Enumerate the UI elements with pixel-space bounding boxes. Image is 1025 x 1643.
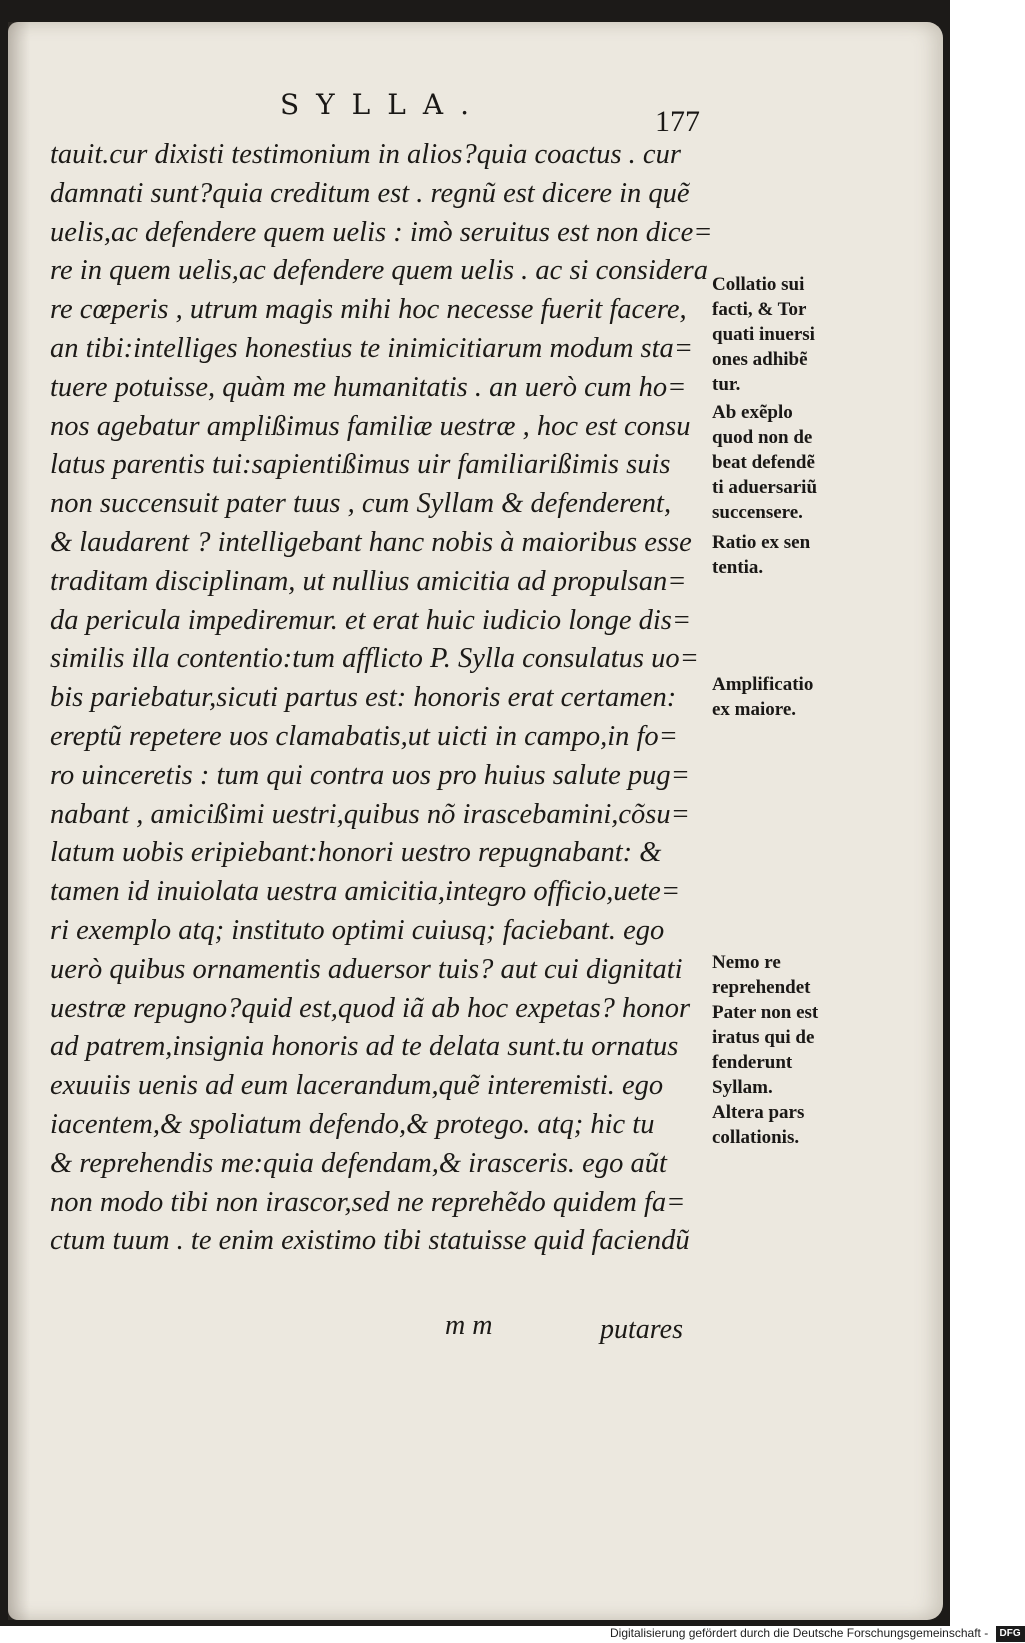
- dfg-logo: DFG: [996, 1626, 1025, 1642]
- marginal-note: [712, 950, 862, 1100]
- marginal-note: [712, 672, 862, 722]
- text-line: ro uinceretis : tum qui contra uos pro huius salute pug=: [50, 759, 690, 791]
- note-line: Ratio ex sen: [712, 532, 811, 553]
- page-gutter-shade: [8, 22, 30, 1620]
- text-line: exuuiis uenis ad eum lacerandum,quẽ interemisti. ego: [50, 1070, 664, 1102]
- note-line: beat defendẽ: [712, 452, 815, 473]
- text-line: nos agebatur amplißimus familiæ uestræ , hoc est consu: [50, 410, 691, 442]
- text-line: an tibi:intelliges honestius te inimicitiarum modum sta=: [50, 332, 694, 364]
- signature-mark: m m: [445, 1310, 493, 1341]
- text-line: uelis,ac defendere quem uelis : imò seruitus est non dice=: [50, 216, 713, 248]
- text-line: tuere potuisse, quàm me humanitatis . an uerò cum ho=: [50, 371, 687, 403]
- note-line: Collatio sui: [712, 274, 805, 295]
- note-line: Altera pars: [712, 1102, 805, 1123]
- note-line: ex maiore.: [712, 699, 797, 720]
- digitization-footer: [610, 1623, 1021, 1643]
- text-line: re cœperis , utrum magis mihi hoc necesse fuerit facere,: [50, 294, 687, 326]
- note-line: Ab exẽplo: [712, 402, 793, 423]
- note-line: reprehendet: [712, 977, 811, 998]
- note-line: tur.: [712, 374, 741, 395]
- note-line: collationis.: [712, 1127, 800, 1148]
- marginal-note: [712, 400, 862, 525]
- text-line: tauit.cur dixisti testimonium in alios?quia coactus . cur: [50, 139, 681, 170]
- text-line: & laudarent ? intelligebant hanc nobis à maioribus esse: [50, 526, 692, 558]
- text-line: bis pariebatur,sicuti partus est: honoris erat certamen:: [50, 682, 677, 714]
- note-line: facti, & Tor: [712, 299, 807, 320]
- note-line: Pater non est: [712, 1002, 819, 1023]
- note-line: Nemo re: [712, 952, 781, 973]
- text-line: latus parentis tui:sapientißimus uir familiarißimis suis: [50, 449, 671, 481]
- text-line: tamen id inuiolata uestra amicitia,integro officio,uete=: [50, 876, 681, 908]
- footer-text: Digitalisierung gefördert durch die Deutsche Forschungsgemeinschaft -: [610, 1626, 989, 1640]
- text-line: non modo tibi non irascor,sed ne reprehẽdo quidem fa=: [50, 1186, 686, 1218]
- text-line: iacentem,& spoliatum defendo,& protego. atq; hic tu: [50, 1108, 655, 1140]
- text-line: & reprehendis me:quia defendam,& irasceris. ego aũt: [50, 1147, 667, 1179]
- note-line: Amplificatio: [712, 674, 814, 695]
- text-line: uestræ repugno?quid est,quod iã ab hoc expetas? honor: [50, 992, 691, 1024]
- note-line: ones adhibẽ: [712, 349, 808, 370]
- text-line: ereptũ repetere uos clamabatis,ut uicti in campo,in fo=: [50, 720, 678, 752]
- text-line: ctum tuum . te enim existimo tibi statuisse quid faciendũ: [50, 1225, 690, 1257]
- catchword: putares: [600, 1314, 683, 1345]
- note-line: tentia.: [712, 557, 764, 578]
- running-head: SYLLA.: [280, 88, 486, 121]
- note-line: quati inuersi: [712, 324, 815, 345]
- note-line: fenderunt: [712, 1052, 793, 1073]
- text-line: traditam disciplinam, ut nullius amicitia ad propulsan=: [50, 565, 687, 597]
- note-line: succensere.: [712, 502, 803, 523]
- text-line: nabant , amicißimi uestri,quibus nõ irascebamini,cõsu=: [50, 798, 690, 830]
- text-line: ad patrem,insignia honoris ad te delata sunt.tu ornatus: [50, 1031, 679, 1063]
- text-line: damnati sunt?quia creditum est . regnũ est dicere in quẽ: [50, 177, 690, 209]
- text-line: similis illa contentio:tum afflicto P. Sylla consulatus uo=: [50, 643, 699, 675]
- text-line: da pericula impediremur. et erat huic iudicio longe dis=: [50, 604, 692, 636]
- note-line: quod non de: [712, 427, 813, 448]
- note-line: iratus qui de: [712, 1027, 815, 1048]
- main-text-block: [50, 136, 718, 1261]
- text-line: re in quem uelis,ac defendere quem uelis . ac si considera: [50, 255, 708, 287]
- text-line: latum uobis eripiebant:honori uestro repugnabant: &: [50, 837, 662, 869]
- text-line: uerò quibus ornamentis aduersor tuis? aut cui dignitati: [50, 953, 683, 985]
- marginal-note: [712, 272, 862, 397]
- note-line: Syllam.: [712, 1077, 773, 1098]
- page-number: 177: [655, 105, 700, 138]
- text-line: non succensuit pater tuus , cum Syllam & defenderent,: [50, 488, 672, 520]
- marginal-note: [712, 1100, 862, 1150]
- note-line: ti aduersariũ: [712, 477, 818, 498]
- marginal-note: [712, 530, 862, 580]
- text-line: ri exemplo atq; instituto optimi cuiusq; faciebant. ego: [50, 914, 665, 946]
